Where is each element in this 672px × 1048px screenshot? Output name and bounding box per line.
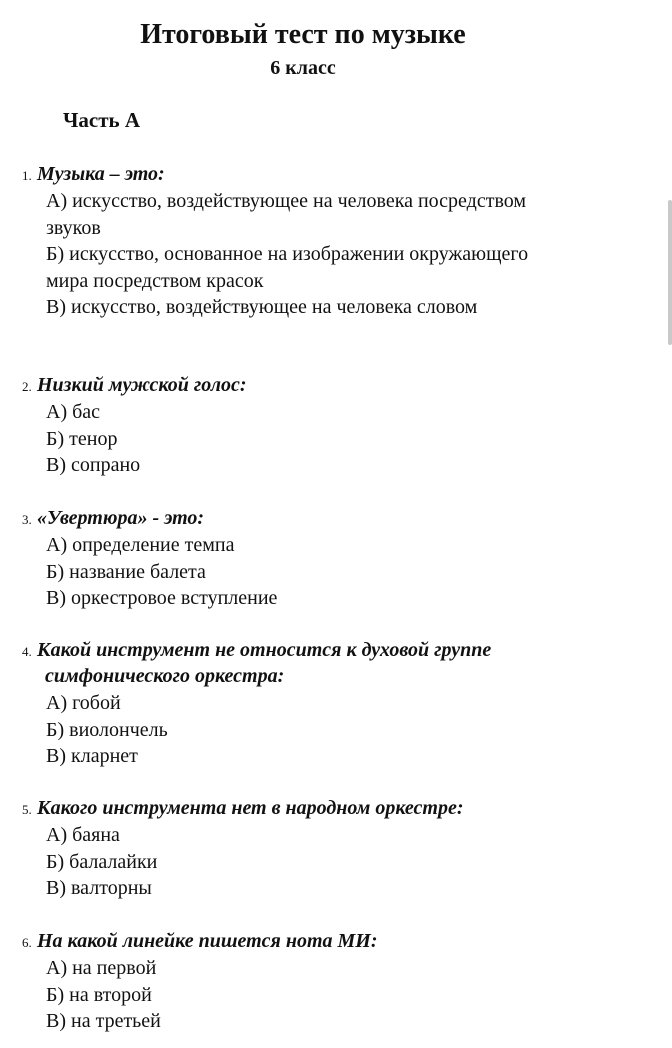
- option-b: Б) тенор: [46, 427, 118, 450]
- question-3: [0, 505, 640, 612]
- option-b: Б) название балета: [46, 560, 206, 583]
- question-4: [0, 637, 640, 770]
- option-a: А) на первой: [46, 957, 157, 979]
- option-a: А) искусство, воздействующее на человека посредством: [46, 190, 527, 212]
- option-b-continuation: мира посредством красок: [46, 269, 264, 292]
- option-c: В) кларнет: [46, 745, 138, 767]
- question-3-heading: [0, 505, 640, 531]
- part-heading: Часть А: [63, 108, 141, 132]
- option-c: В) сопрано: [46, 454, 141, 476]
- question-text: Какой инструмент не относится к духовой группе: [37, 639, 492, 661]
- question-number: 6.: [22, 935, 32, 950]
- option-c: В) на третьей: [46, 1010, 161, 1032]
- question-text: На какой линейке пишется нота МИ:: [37, 930, 378, 952]
- question-6-heading: [0, 928, 640, 954]
- option-a-continuation: звуков: [46, 216, 101, 239]
- question-5-heading: [0, 795, 640, 821]
- option-b: Б) на второй: [46, 983, 152, 1006]
- question-number: 1.: [22, 168, 32, 183]
- question-2: [0, 372, 640, 479]
- question-number: 4.: [22, 644, 32, 659]
- grade-subtitle: 6 класс: [270, 57, 336, 79]
- question-6: [0, 928, 640, 1035]
- option-b: Б) балалайки: [46, 850, 158, 873]
- question-text: Какого инструмента нет в народном оркестре:: [37, 797, 464, 819]
- question-text: Низкий мужской голос:: [37, 374, 247, 396]
- option-a: А) гобой: [46, 692, 121, 714]
- test-title: Итоговый тест по музыке: [140, 19, 466, 50]
- question-number: 5.: [22, 802, 32, 817]
- question-2-heading: [0, 372, 640, 398]
- question-text-continuation: симфонического оркестра:: [45, 665, 285, 687]
- question-1-heading: [0, 161, 640, 187]
- option-a: А) бас: [46, 401, 101, 423]
- option-c: В) искусство, воздействующее на человека словом: [46, 296, 478, 318]
- option-b: Б) искусство, основанное на изображении окружающего: [46, 243, 529, 265]
- question-5: [0, 795, 640, 902]
- question-number: 3.: [22, 512, 32, 527]
- option-c: В) оркестровое вступление: [46, 587, 278, 609]
- question-1: [0, 161, 640, 321]
- option-c: В) валторны: [46, 877, 152, 899]
- question-text: «Увертюра» - это:: [37, 507, 205, 529]
- vertical-scrollbar[interactable]: [668, 200, 672, 345]
- option-b: Б) виолончель: [46, 718, 168, 741]
- option-a: А) баяна: [46, 824, 120, 846]
- question-number: 2.: [22, 379, 32, 394]
- option-a: А) определение темпа: [46, 534, 235, 556]
- question-text: Музыка – это:: [37, 163, 165, 185]
- question-4-heading: [0, 637, 640, 689]
